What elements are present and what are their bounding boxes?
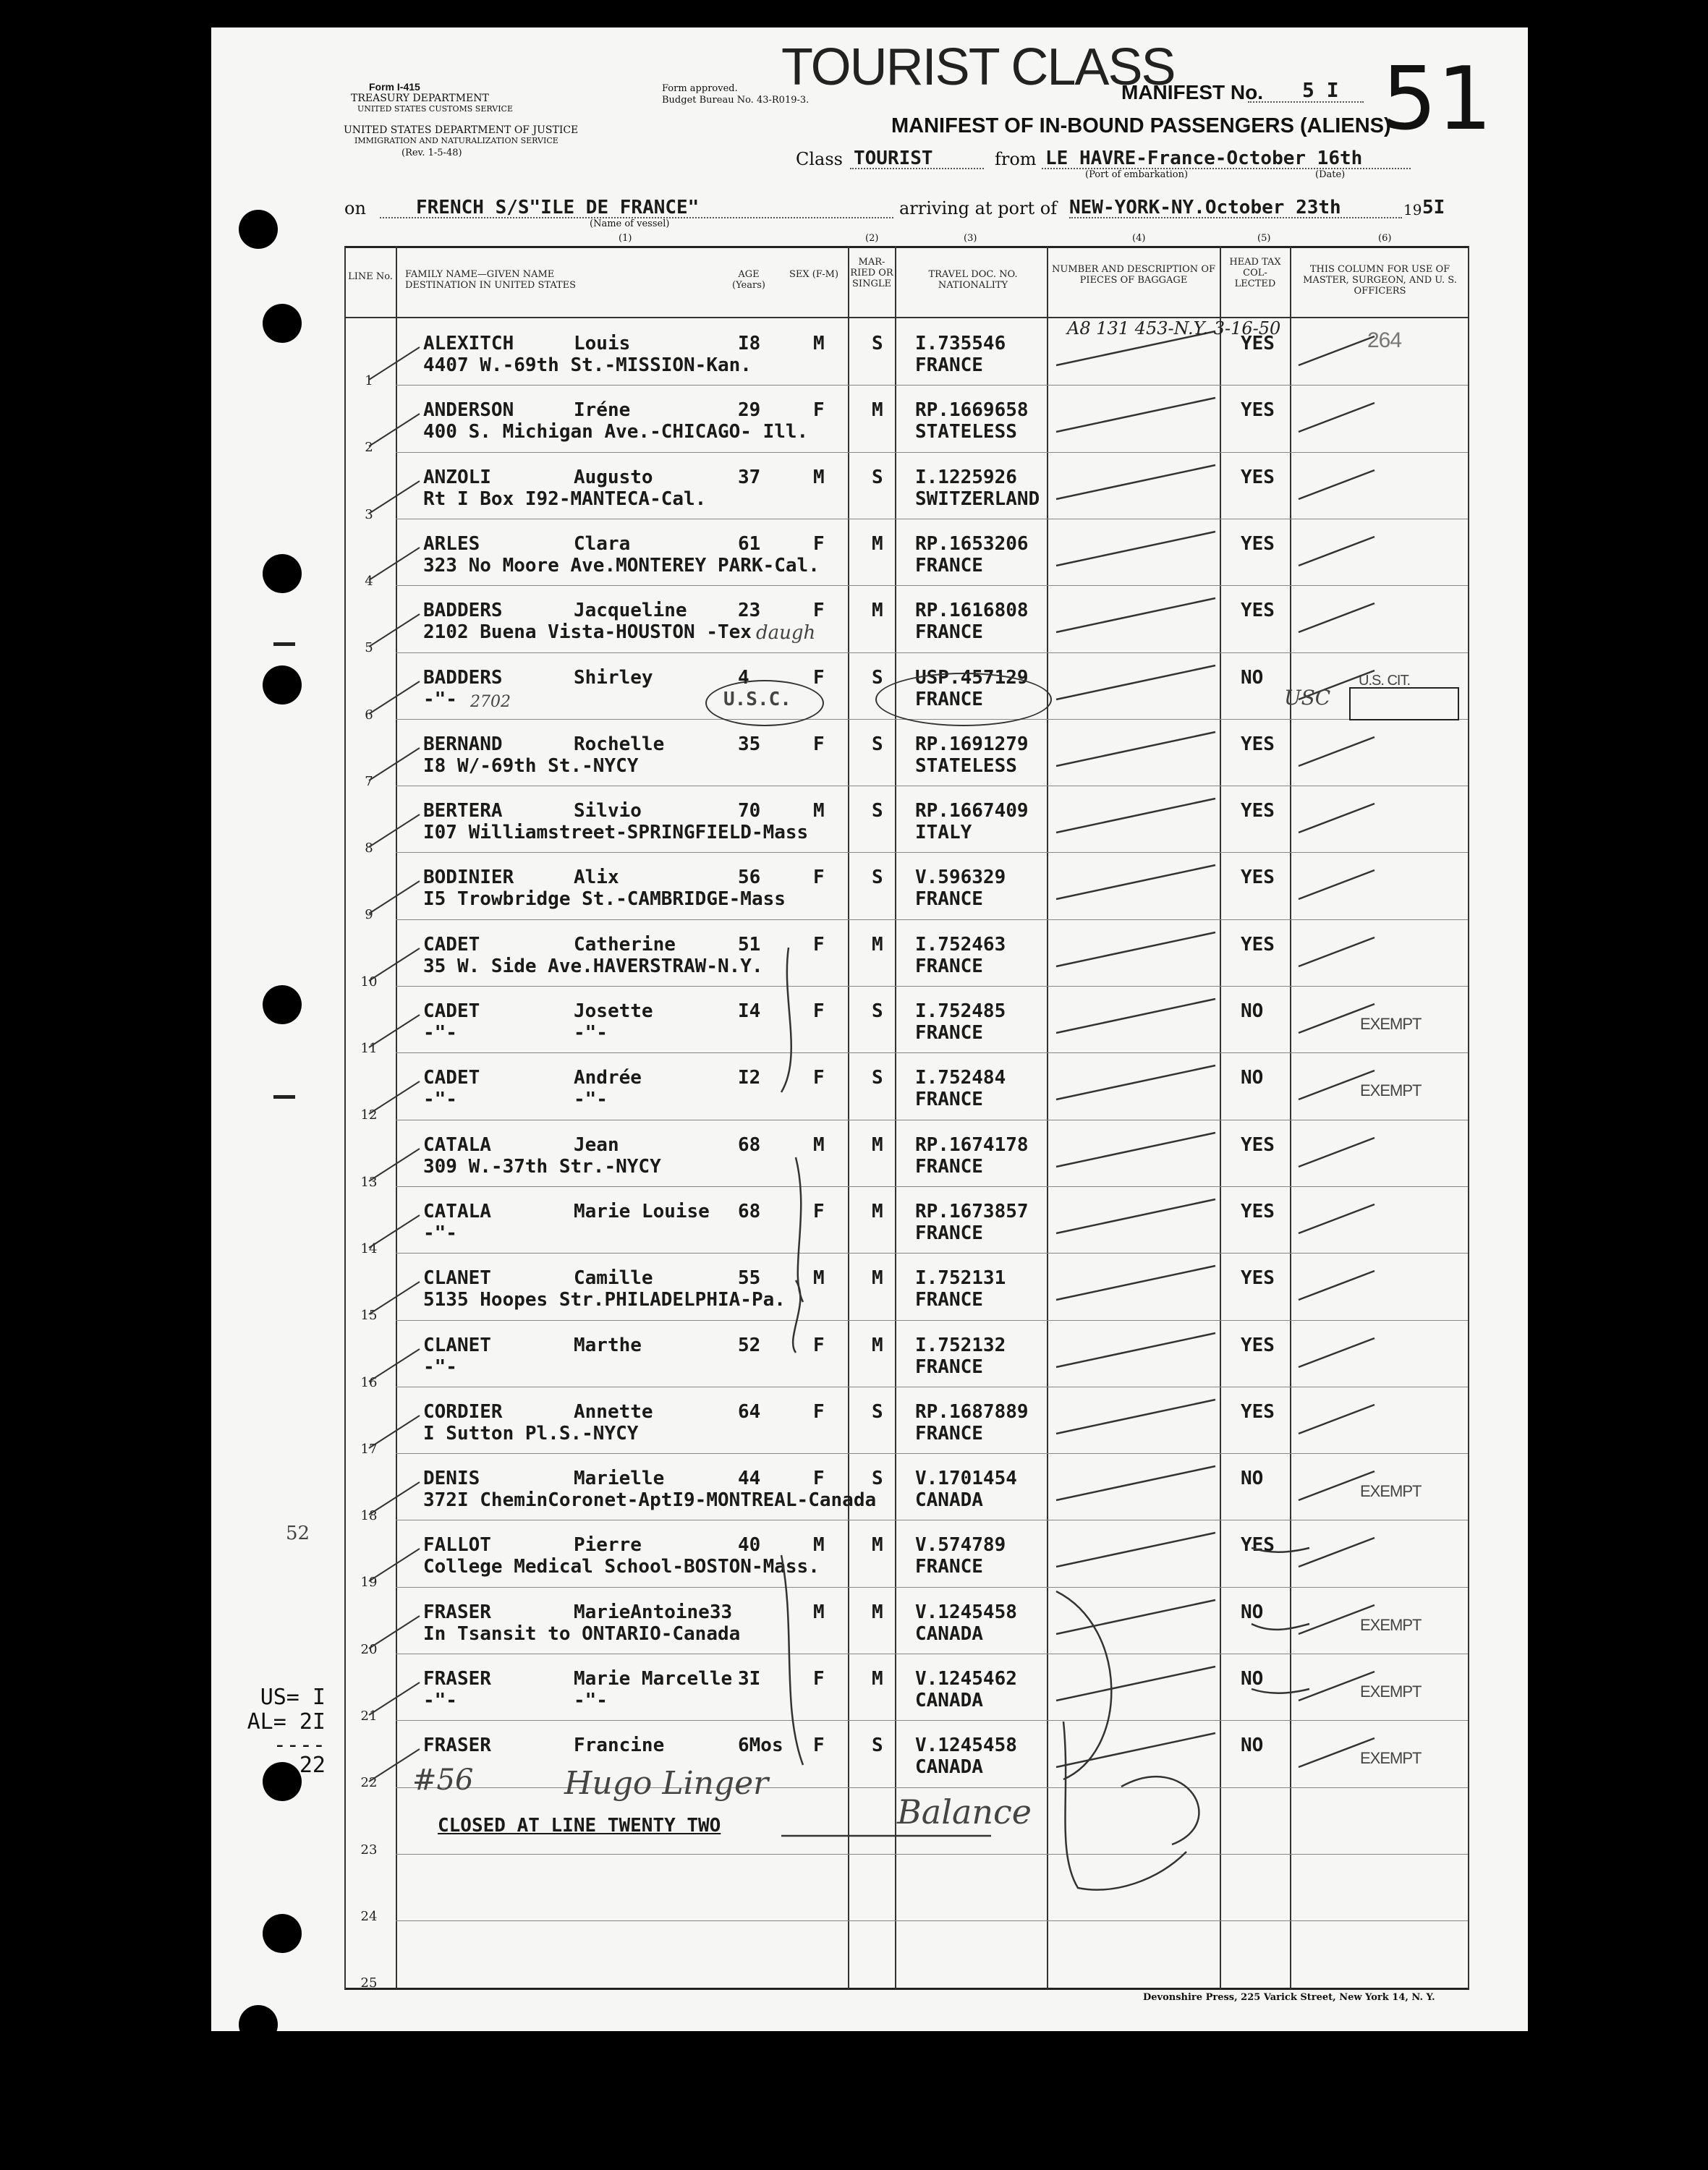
head-tax: NO bbox=[1241, 667, 1264, 689]
family-name: CLANET bbox=[423, 1335, 491, 1356]
marital-status: M bbox=[872, 1134, 883, 1156]
line-number: 24 bbox=[360, 1909, 378, 1924]
row22-signature: Hugo Linger bbox=[564, 1765, 769, 1802]
nationality: FRANCE bbox=[915, 1089, 983, 1110]
travel-doc: RP.1669658 bbox=[915, 399, 1029, 421]
age: 52 bbox=[738, 1335, 761, 1356]
marital-status: M bbox=[872, 934, 883, 956]
line-number: 5 bbox=[365, 640, 373, 655]
line-number: 6 bbox=[365, 707, 373, 723]
age: 61 bbox=[738, 533, 761, 555]
line-number: 17 bbox=[360, 1442, 378, 1457]
age: 4 bbox=[738, 667, 749, 689]
family-name: FALLOT bbox=[423, 1534, 491, 1556]
nationality: FRANCE bbox=[915, 1022, 983, 1044]
head-tax: YES bbox=[1241, 1267, 1275, 1289]
nationality: CANADA bbox=[915, 1623, 983, 1645]
date-caption: (Date) bbox=[1315, 169, 1346, 180]
col-travel-header: TRAVEL DOC. NO. NATIONALITY bbox=[928, 269, 1018, 291]
sex: F bbox=[813, 934, 825, 956]
family-name: CADET bbox=[423, 934, 480, 956]
nationality: FRANCE bbox=[915, 956, 983, 977]
officer-signature: Balance bbox=[897, 1792, 1032, 1831]
given-name: Catherine bbox=[574, 934, 676, 956]
margin-number: 52 bbox=[286, 1523, 310, 1544]
given-name: Marie Louise bbox=[574, 1201, 710, 1222]
usc-mark: U.S.C. bbox=[723, 689, 791, 710]
destination: -"- bbox=[423, 1089, 457, 1110]
tally-separator: ---- bbox=[273, 1732, 326, 1758]
officer-note: EXEMPT bbox=[1360, 1015, 1422, 1033]
head-tax: NO bbox=[1241, 1067, 1264, 1089]
family-name: ANZOLI bbox=[423, 467, 491, 488]
age: 64 bbox=[738, 1401, 761, 1423]
sex: M bbox=[813, 1134, 825, 1156]
col-baggage-header: NUMBER AND DESCRIPTION OF PIECES OF BAGGAGE bbox=[1051, 264, 1215, 286]
given-name: Jacqueline bbox=[574, 600, 687, 621]
family-name: FRASER bbox=[423, 1735, 491, 1756]
destination: -"- bbox=[423, 1690, 457, 1711]
nationality: STATELESS bbox=[915, 421, 1017, 443]
destination: 5135 Hoopes Str.PHILADELPHIA-Pa. bbox=[423, 1289, 786, 1311]
sex: M bbox=[813, 1267, 825, 1289]
nationality: SWITZERLAND bbox=[915, 488, 1040, 510]
marital-status: M bbox=[872, 533, 883, 555]
col-married-header: MAR-RIED OR SINGLE bbox=[850, 257, 893, 289]
line-number: 25 bbox=[360, 1975, 378, 1991]
nationality: ITALY bbox=[915, 822, 972, 843]
age: I2 bbox=[738, 1067, 761, 1089]
line-number: 2 bbox=[365, 440, 373, 455]
given-name: Pierre bbox=[574, 1534, 642, 1556]
sex: F bbox=[813, 1201, 825, 1222]
sex: F bbox=[813, 1335, 825, 1356]
col-sex-header: SEX (F-M) bbox=[789, 269, 839, 280]
officer-note: EXEMPT bbox=[1360, 1482, 1422, 1500]
nationality: STATELESS bbox=[915, 755, 1017, 777]
officer-note: EXEMPT bbox=[1360, 1081, 1422, 1099]
head-tax: YES bbox=[1241, 1401, 1275, 1423]
given-name: Marie Marcelle bbox=[574, 1668, 733, 1690]
age: 44 bbox=[738, 1468, 761, 1489]
age: 68 bbox=[738, 1201, 761, 1222]
line-number: 13 bbox=[360, 1175, 378, 1190]
tourist-class-stamp: TOURIST CLASS bbox=[781, 38, 1175, 96]
on-label: on bbox=[344, 198, 366, 218]
col-num-2: (2) bbox=[865, 233, 879, 244]
travel-doc: RP.1653206 bbox=[915, 533, 1029, 555]
marital-status: M bbox=[872, 1534, 883, 1556]
given-name-ditto: -"- bbox=[574, 1089, 608, 1110]
travel-doc: RP.1673857 bbox=[915, 1201, 1029, 1222]
marital-status: S bbox=[872, 1468, 883, 1489]
line-number: 8 bbox=[365, 841, 373, 856]
sex: F bbox=[813, 600, 825, 621]
age: 23 bbox=[738, 600, 761, 621]
sex: F bbox=[813, 733, 825, 755]
manifest-no-typed: 5 I bbox=[1302, 78, 1339, 102]
destination: 2102 Buena Vista-HOUSTON -Tex bbox=[423, 621, 752, 643]
family-name: BADDERS bbox=[423, 600, 503, 621]
sex: M bbox=[813, 800, 825, 822]
head-tax: YES bbox=[1241, 1335, 1275, 1356]
given-name: Shirley bbox=[574, 667, 653, 689]
line-number: 18 bbox=[360, 1508, 378, 1523]
head-tax: YES bbox=[1241, 1134, 1275, 1156]
destination: College Medical School-BOSTON-Mass. bbox=[423, 1556, 820, 1578]
sex: F bbox=[813, 1468, 825, 1489]
sex: F bbox=[813, 1401, 825, 1423]
manifest-no-handwritten: 51 bbox=[1382, 49, 1492, 150]
sex: F bbox=[813, 399, 825, 421]
given-name: Alix bbox=[574, 867, 619, 888]
age: I4 bbox=[738, 1000, 761, 1022]
travel-doc: V.1245458 bbox=[915, 1601, 1017, 1623]
nationality: FRANCE bbox=[915, 1556, 983, 1578]
marital-status: S bbox=[872, 467, 883, 488]
nationality: FRANCE bbox=[915, 1356, 983, 1378]
family-name: BODINIER bbox=[423, 867, 514, 888]
nationality: CANADA bbox=[915, 1489, 983, 1511]
destination: -"- bbox=[423, 689, 457, 710]
given-name: Louis bbox=[574, 333, 631, 354]
travel-doc: RP.1691279 bbox=[915, 733, 1029, 755]
travel-doc: I.752131 bbox=[915, 1267, 1006, 1289]
travel-doc: RP.1674178 bbox=[915, 1134, 1029, 1156]
sex: M bbox=[813, 333, 825, 354]
row22-number: #56 bbox=[412, 1763, 474, 1797]
destination: I8 W/-69th St.-NYCY bbox=[423, 755, 639, 777]
head-tax: YES bbox=[1241, 1534, 1275, 1556]
nationality: FRANCE bbox=[915, 1222, 983, 1244]
age: 68 bbox=[738, 1134, 761, 1156]
given-name: Silvio bbox=[574, 800, 642, 822]
marital-status: S bbox=[872, 667, 883, 689]
age: I8 bbox=[738, 333, 761, 354]
marital-status: M bbox=[872, 1601, 883, 1623]
head-tax: NO bbox=[1241, 1468, 1264, 1489]
given-name: Jean bbox=[574, 1134, 619, 1156]
line-number: 16 bbox=[360, 1375, 378, 1390]
travel-doc: I.1225926 bbox=[915, 467, 1017, 488]
travel-doc: RP.1687889 bbox=[915, 1401, 1029, 1423]
travel-doc: RP.1616808 bbox=[915, 600, 1029, 621]
given-name-ditto: -"- bbox=[574, 1690, 608, 1711]
col-officers-header: THIS COLUMN FOR USE OF MASTER, SURGEON, AND U. S. OFFICERS bbox=[1303, 264, 1457, 297]
travel-doc: V.1701454 bbox=[915, 1468, 1017, 1489]
col-age-header: AGE (Years) bbox=[732, 269, 765, 291]
travel-doc: I.735546 bbox=[915, 333, 1006, 354]
head-tax: YES bbox=[1241, 733, 1275, 755]
family-name: CLANET bbox=[423, 1267, 491, 1289]
line-number: 3 bbox=[365, 507, 373, 522]
budget-bureau: Budget Bureau No. 43-R019-3. bbox=[662, 95, 810, 106]
officer-note: EXEMPT bbox=[1360, 1616, 1422, 1634]
given-name: Iréne bbox=[574, 399, 631, 421]
line-number: 15 bbox=[360, 1308, 378, 1323]
age: 55 bbox=[738, 1267, 761, 1289]
port-caption: (Port of embarkation) bbox=[1085, 169, 1189, 180]
travel-doc: I.752132 bbox=[915, 1335, 1006, 1356]
head-tax: NO bbox=[1241, 1601, 1264, 1623]
family-name: BADDERS bbox=[423, 667, 503, 689]
vessel-name: FRENCH S/S"ILE DE FRANCE" bbox=[416, 197, 700, 218]
head-tax: YES bbox=[1241, 1201, 1275, 1222]
nationality: CANADA bbox=[915, 1690, 983, 1711]
marital-status: M bbox=[872, 399, 883, 421]
marital-status: S bbox=[872, 800, 883, 822]
marital-status: M bbox=[872, 1267, 883, 1289]
age: 56 bbox=[738, 867, 761, 888]
family-name: ANDERSON bbox=[423, 399, 514, 421]
nationality: FRANCE bbox=[915, 555, 983, 576]
sex: F bbox=[813, 1735, 825, 1756]
head-tax: YES bbox=[1241, 533, 1275, 555]
sex: F bbox=[813, 1067, 825, 1089]
family-name: CADET bbox=[423, 1067, 480, 1089]
marital-status: S bbox=[872, 1735, 883, 1756]
nationality: FRANCE bbox=[915, 1156, 983, 1178]
head-tax: YES bbox=[1241, 333, 1275, 354]
travel-doc: RP.1667409 bbox=[915, 800, 1029, 822]
nationality: FRANCE bbox=[915, 1289, 983, 1311]
customs-service: UNITED STATES CUSTOMS SERVICE bbox=[357, 104, 513, 114]
age: 37 bbox=[738, 467, 761, 488]
travel-doc: V.1245458 bbox=[915, 1735, 1017, 1756]
given-name: Augusto bbox=[574, 467, 653, 488]
given-name: Andrée bbox=[574, 1067, 642, 1089]
line-number: 7 bbox=[365, 774, 373, 789]
travel-doc: V.574789 bbox=[915, 1534, 1006, 1556]
manifest-no-label: MANIFEST No. bbox=[1121, 81, 1263, 103]
travel-doc: USP.457129 bbox=[915, 667, 1029, 689]
marital-status: S bbox=[872, 733, 883, 755]
head-tax: NO bbox=[1241, 1000, 1264, 1022]
head-tax: YES bbox=[1241, 600, 1275, 621]
destination: 4407 W.-69th St.-MISSION-Kan. bbox=[423, 354, 752, 376]
form-approved: Form approved. bbox=[662, 83, 738, 94]
officer-note: EXEMPT bbox=[1360, 1749, 1422, 1767]
destination: I Sutton Pl.S.-NYCY bbox=[423, 1423, 639, 1444]
nationality: FRANCE bbox=[915, 888, 983, 910]
col-num-6: (6) bbox=[1378, 233, 1392, 244]
tally-al: AL= 2I bbox=[247, 1709, 326, 1735]
given-name: Marielle bbox=[574, 1468, 665, 1489]
nationality: FRANCE bbox=[915, 354, 983, 376]
marital-status: S bbox=[872, 333, 883, 354]
family-name: CADET bbox=[423, 1000, 480, 1022]
head-tax: YES bbox=[1241, 867, 1275, 888]
travel-doc: I.752485 bbox=[915, 1000, 1006, 1022]
col-line-header: LINE No. bbox=[348, 271, 393, 282]
travel-doc: V.596329 bbox=[915, 867, 1006, 888]
family-name: FRASER bbox=[423, 1601, 491, 1623]
baggage-handwritten-note: A8 131 453-N.Y. 3-16-50 bbox=[1067, 318, 1281, 339]
travel-doc: V.1245462 bbox=[915, 1668, 1017, 1690]
manifest-title: MANIFEST OF IN-BOUND PASSENGERS (ALIENS) bbox=[891, 114, 1391, 137]
family-name: BERTERA bbox=[423, 800, 503, 822]
sex: M bbox=[813, 467, 825, 488]
col-num-5: (5) bbox=[1257, 233, 1271, 244]
family-name: FRASER bbox=[423, 1668, 491, 1690]
class-value: TOURIST bbox=[854, 148, 933, 169]
nationality: FRANCE bbox=[915, 1423, 983, 1444]
destination: 35 W. Side Ave.HAVERSTRAW-N.Y. bbox=[423, 956, 763, 977]
line-number: 10 bbox=[360, 974, 378, 990]
age: 6Mos bbox=[738, 1735, 783, 1756]
line-number: 19 bbox=[360, 1575, 378, 1590]
marital-status: M bbox=[872, 1335, 883, 1356]
given-name: Clara bbox=[574, 533, 631, 555]
tax6-hand-note: USC bbox=[1284, 686, 1331, 710]
line-number: 20 bbox=[360, 1642, 378, 1657]
col-tax-header: HEAD TAX COL-LECTED bbox=[1229, 257, 1281, 289]
sex: F bbox=[813, 1668, 825, 1690]
given-name: Rochelle bbox=[574, 733, 665, 755]
sex: F bbox=[813, 667, 825, 689]
destination: In Tsansit to ONTARIO-Canada bbox=[423, 1623, 741, 1645]
destination: 400 S. Michigan Ave.-CHICAGO- Ill. bbox=[423, 421, 809, 443]
from-label: from bbox=[995, 149, 1037, 169]
destination: -"- bbox=[423, 1022, 457, 1044]
line-number: 9 bbox=[365, 907, 373, 922]
marital-status: S bbox=[872, 1401, 883, 1423]
marital-status: S bbox=[872, 867, 883, 888]
tally-total: 22 bbox=[299, 1753, 326, 1778]
age: 51 bbox=[738, 934, 761, 956]
family-name: CORDIER bbox=[423, 1401, 503, 1423]
family-name: DENIS bbox=[423, 1468, 480, 1489]
col-num-1: (1) bbox=[619, 233, 632, 244]
arrival-value: NEW-YORK-NY.October 23th bbox=[1069, 197, 1341, 218]
embarkation-value: LE HAVRE-France-October 16th bbox=[1045, 148, 1363, 169]
head-tax: NO bbox=[1241, 1668, 1264, 1690]
marital-status: M bbox=[872, 600, 883, 621]
class-label: Class bbox=[796, 149, 843, 169]
officer-note: 264 bbox=[1367, 328, 1402, 352]
age: 40 bbox=[738, 1534, 761, 1556]
line-number: 22 bbox=[360, 1775, 378, 1790]
family-name: BERNAND bbox=[423, 733, 503, 755]
daughter-note: daugh bbox=[756, 622, 816, 644]
given-name-ditto: -"- bbox=[574, 1022, 608, 1044]
head-tax: YES bbox=[1241, 399, 1275, 421]
tally-us: US= I bbox=[260, 1685, 326, 1710]
marital-status: S bbox=[872, 1000, 883, 1022]
year-prefix: 19 bbox=[1403, 201, 1422, 218]
line-number: 12 bbox=[360, 1107, 378, 1123]
destination: 309 W.-37th Str.-NYCY bbox=[423, 1156, 661, 1178]
given-name: Camille bbox=[574, 1267, 653, 1289]
line-number: 11 bbox=[360, 1041, 378, 1056]
family-name: CATALA bbox=[423, 1134, 491, 1156]
family-name: ARLES bbox=[423, 533, 480, 555]
given-name: Annette bbox=[574, 1401, 653, 1423]
head-tax: YES bbox=[1241, 467, 1275, 488]
nationality: FRANCE bbox=[915, 621, 983, 643]
nationality: CANADA bbox=[915, 1756, 983, 1778]
age: 29 bbox=[738, 399, 761, 421]
destination: 372I CheminCoronet-AptI9-MONTREAL-Canada bbox=[423, 1489, 877, 1511]
officer-note: EXEMPT bbox=[1360, 1682, 1422, 1701]
line-number: 23 bbox=[360, 1842, 378, 1858]
age: 70 bbox=[738, 800, 761, 822]
line-number: 1 bbox=[365, 373, 373, 388]
line-number: 4 bbox=[365, 574, 373, 589]
age: 3I bbox=[738, 1668, 761, 1690]
given-name: Marthe bbox=[574, 1335, 642, 1356]
line-number: 14 bbox=[360, 1241, 378, 1256]
officer-note: U.S. CIT. bbox=[1359, 673, 1411, 689]
head-tax: NO bbox=[1241, 1735, 1264, 1756]
destination: -"- bbox=[423, 1356, 457, 1378]
destination: Rt I Box I92-MANTECA-Cal. bbox=[423, 488, 707, 510]
destination: I5 Trowbridge St.-CAMBRIDGE-Mass bbox=[423, 888, 786, 910]
col-name-header: FAMILY NAME—GIVEN NAME DESTINATION IN UNITED STATES bbox=[405, 269, 577, 291]
revision: (Rev. 1-5-48) bbox=[401, 148, 462, 158]
sex: F bbox=[813, 533, 825, 555]
col-num-3: (3) bbox=[964, 233, 977, 244]
closing-note: CLOSED AT LINE TWENTY TWO bbox=[438, 1815, 721, 1837]
printer-credit: Devonshire Press, 225 Varick Street, New York 14, N. Y. bbox=[1143, 1992, 1435, 2003]
given-name: MarieAntoine33 bbox=[574, 1601, 733, 1623]
sex: M bbox=[813, 1534, 825, 1556]
col-num-4: (4) bbox=[1132, 233, 1146, 244]
destination: I07 Williamstreet-SPRINGFIELD-Mass bbox=[423, 822, 809, 843]
dept-treasury: TREASURY DEPARTMENT bbox=[351, 93, 489, 104]
arriving-label: arriving at port of bbox=[899, 198, 1058, 218]
head-tax: YES bbox=[1241, 800, 1275, 822]
given-name: Josette bbox=[574, 1000, 653, 1022]
travel-doc: I.752484 bbox=[915, 1067, 1006, 1089]
vessel-caption: (Name of vessel) bbox=[590, 218, 670, 229]
destination: -"- bbox=[423, 1222, 457, 1244]
row6-hand-note: 2702 bbox=[470, 693, 511, 711]
head-tax: YES bbox=[1241, 934, 1275, 956]
sex: M bbox=[813, 1601, 825, 1623]
nationality: FRANCE bbox=[915, 689, 983, 710]
travel-doc: I.752463 bbox=[915, 934, 1006, 956]
age: 35 bbox=[738, 733, 761, 755]
destination: 323 No Moore Ave.MONTEREY PARK-Cal. bbox=[423, 555, 820, 576]
marital-status: S bbox=[872, 1067, 883, 1089]
year-typed: 5I bbox=[1422, 197, 1445, 218]
dept-justice: UNITED STATES DEPARTMENT OF JUSTICE bbox=[344, 124, 579, 136]
family-name: ALEXITCH bbox=[423, 333, 514, 354]
given-name: Francine bbox=[574, 1735, 665, 1756]
marital-status: M bbox=[872, 1201, 883, 1222]
line-number: 21 bbox=[360, 1709, 378, 1724]
ins-service: IMMIGRATION AND NATURALIZATION SERVICE bbox=[354, 136, 558, 145]
sex: F bbox=[813, 1000, 825, 1022]
marital-status: M bbox=[872, 1668, 883, 1690]
family-name: CATALA bbox=[423, 1201, 491, 1222]
form-number: Form I-415 bbox=[369, 81, 420, 93]
sex: F bbox=[813, 867, 825, 888]
